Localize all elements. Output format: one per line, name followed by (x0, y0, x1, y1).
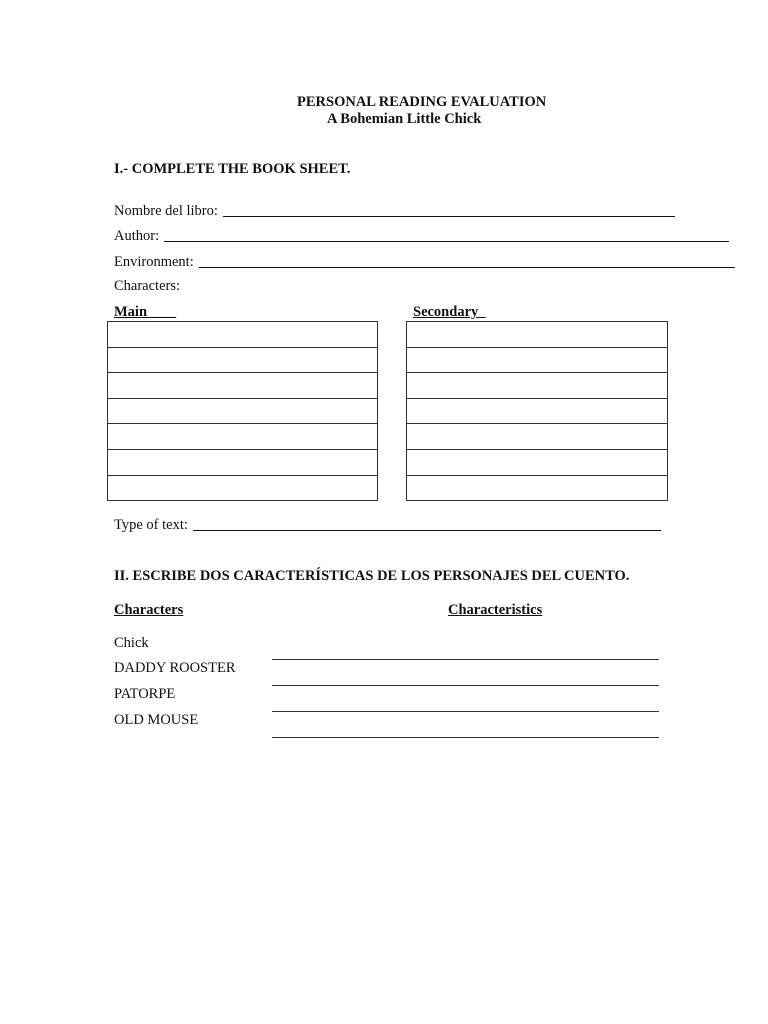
main-column-header: Main____ (114, 304, 177, 320)
character-name: OLD MOUSE (114, 712, 199, 728)
book-name-field (114, 203, 675, 220)
page-subtitle: A Bohemian Little Chick (327, 111, 482, 127)
environment-field (114, 254, 735, 271)
secondary-cell[interactable] (407, 373, 668, 399)
book-name-label: Nombre del libro: (114, 203, 218, 219)
author-field (114, 228, 729, 245)
environment-label: Environment: (114, 254, 194, 270)
characters-label: Characters: (114, 278, 181, 294)
characteristic-answer-line[interactable] (272, 685, 659, 686)
characteristic-answer-line[interactable] (272, 659, 659, 660)
secondary-column-header: Secondary_ (413, 304, 486, 320)
secondary-cell[interactable] (407, 398, 668, 424)
character-name: PATORPE (114, 686, 176, 702)
main-cell[interactable] (108, 373, 378, 399)
secondary-cell[interactable] (407, 347, 668, 373)
characters-column-header: Characters (114, 602, 184, 618)
characteristic-answer-line[interactable] (272, 711, 659, 712)
main-cell[interactable] (108, 424, 378, 450)
main-cell[interactable] (108, 322, 378, 348)
main-cell[interactable] (108, 398, 378, 424)
main-cell[interactable] (108, 449, 378, 475)
character-name: DADDY ROOSTER (114, 660, 236, 676)
main-characters-table (107, 321, 378, 501)
environment-blank[interactable] (199, 266, 735, 268)
page-title: PERSONAL READING EVALUATION (297, 94, 547, 110)
book-name-blank[interactable] (223, 215, 675, 217)
characteristics-column-header: Characteristics (448, 602, 543, 618)
secondary-cell[interactable] (407, 322, 668, 348)
type-of-text-field (114, 517, 661, 534)
main-cell[interactable] (108, 347, 378, 373)
type-of-text-label: Type of text: (114, 517, 188, 533)
main-cell[interactable] (108, 475, 378, 501)
secondary-cell[interactable] (407, 449, 668, 475)
secondary-cell[interactable] (407, 424, 668, 450)
secondary-characters-table (406, 321, 668, 501)
character-name: Chick (114, 635, 149, 651)
section-1-heading: I.- COMPLETE THE BOOK SHEET. (114, 161, 351, 177)
secondary-cell[interactable] (407, 475, 668, 501)
type-of-text-blank[interactable] (193, 529, 661, 531)
author-label: Author: (114, 228, 160, 244)
author-blank[interactable] (164, 240, 729, 242)
characteristic-answer-line[interactable] (272, 737, 659, 738)
section-2-heading: II. ESCRIBE DOS CARACTERÍSTICAS DE LOS PERSONAJES DEL CUENTO. (114, 568, 630, 584)
